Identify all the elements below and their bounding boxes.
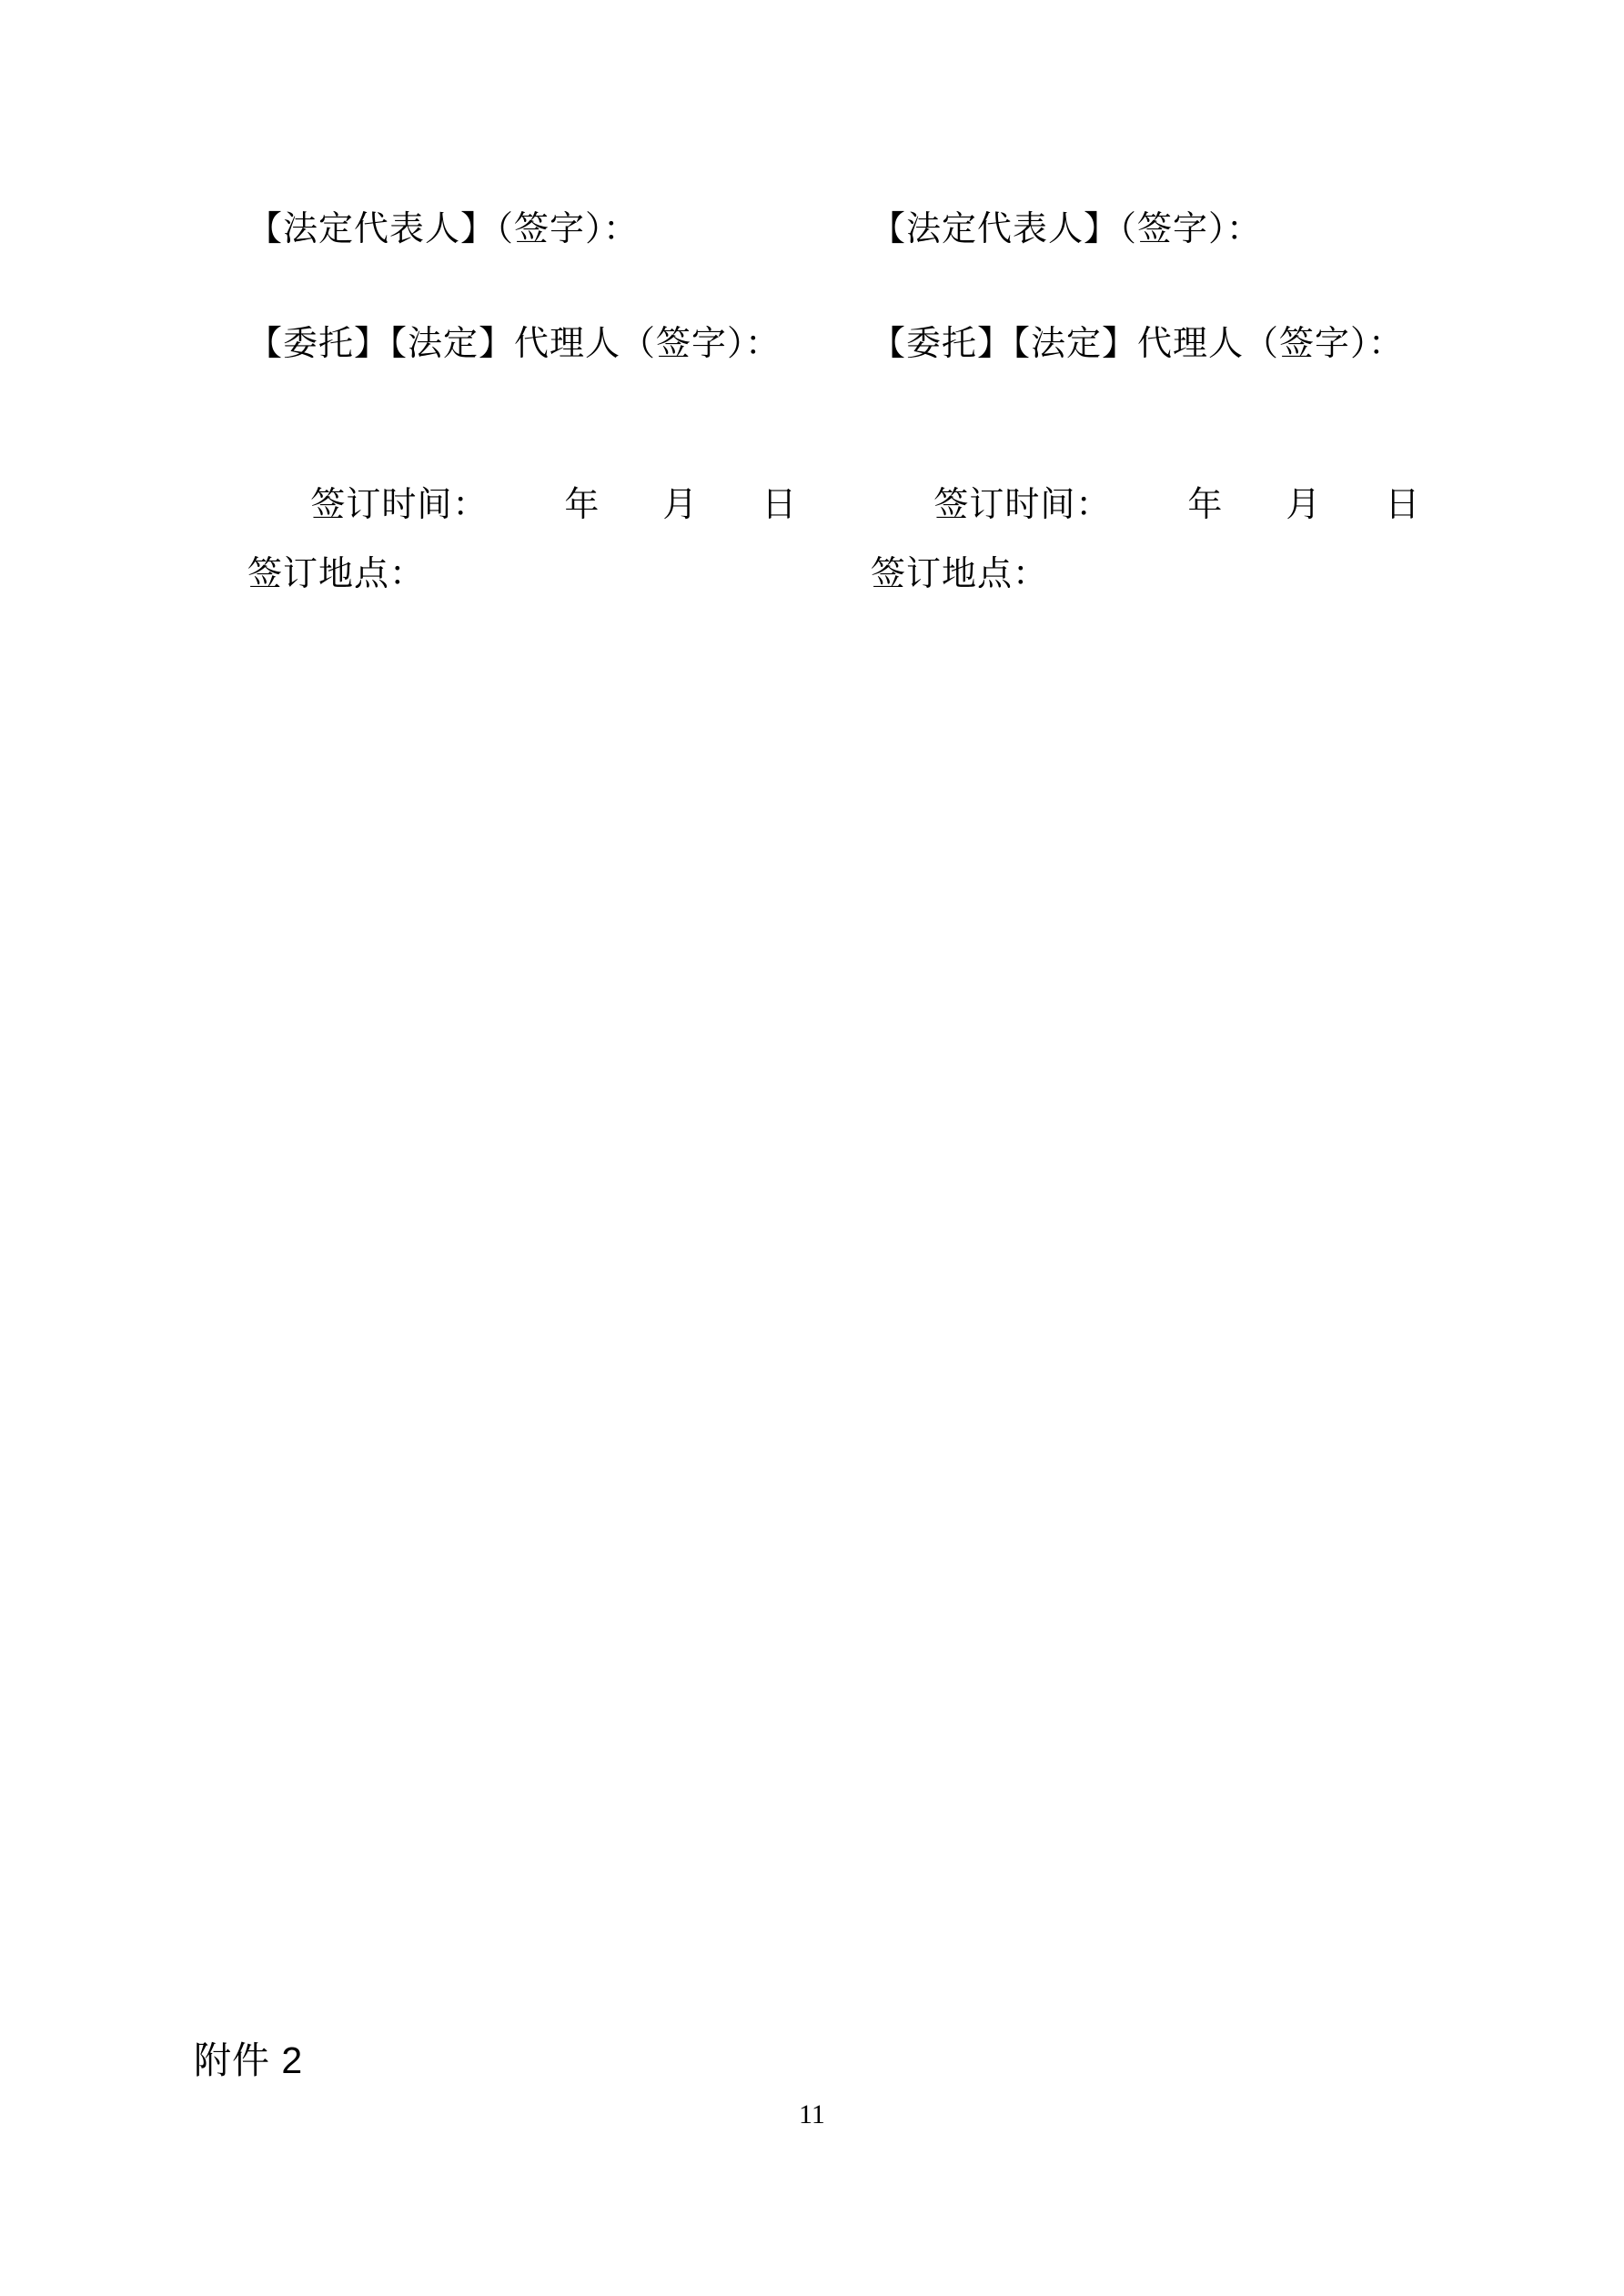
date-day-label: 日 xyxy=(762,486,798,524)
date-month-label: 月 xyxy=(1286,486,1322,524)
date-year-label: 年 xyxy=(1187,486,1224,524)
legal-representative-sign-line: 【法定代表人】（签字）： xyxy=(247,210,640,248)
agent-sign-line: 【委托】【法定】代理人（签字）： xyxy=(247,325,782,363)
date-day-label: 日 xyxy=(1385,486,1421,524)
agent-sign-line: 【委托】【法定】代理人（签字）： xyxy=(871,325,1405,363)
sign-date-line xyxy=(871,440,1420,571)
date-year-label: 年 xyxy=(564,486,600,524)
attachment-heading: 附件 2 xyxy=(194,2039,304,2081)
legal-representative-sign-line: 【法定代表人】（签字）： xyxy=(871,210,1263,248)
sign-place-line: 签订地点： xyxy=(871,555,1049,593)
sign-place-line: 签订地点： xyxy=(247,555,426,593)
date-month-label: 月 xyxy=(662,486,699,524)
sign-date-line xyxy=(247,440,797,571)
sign-time-label: 签订时间： xyxy=(310,486,489,524)
page-number: 11 xyxy=(799,2099,825,2129)
sign-time-label: 签订时间： xyxy=(933,486,1112,524)
